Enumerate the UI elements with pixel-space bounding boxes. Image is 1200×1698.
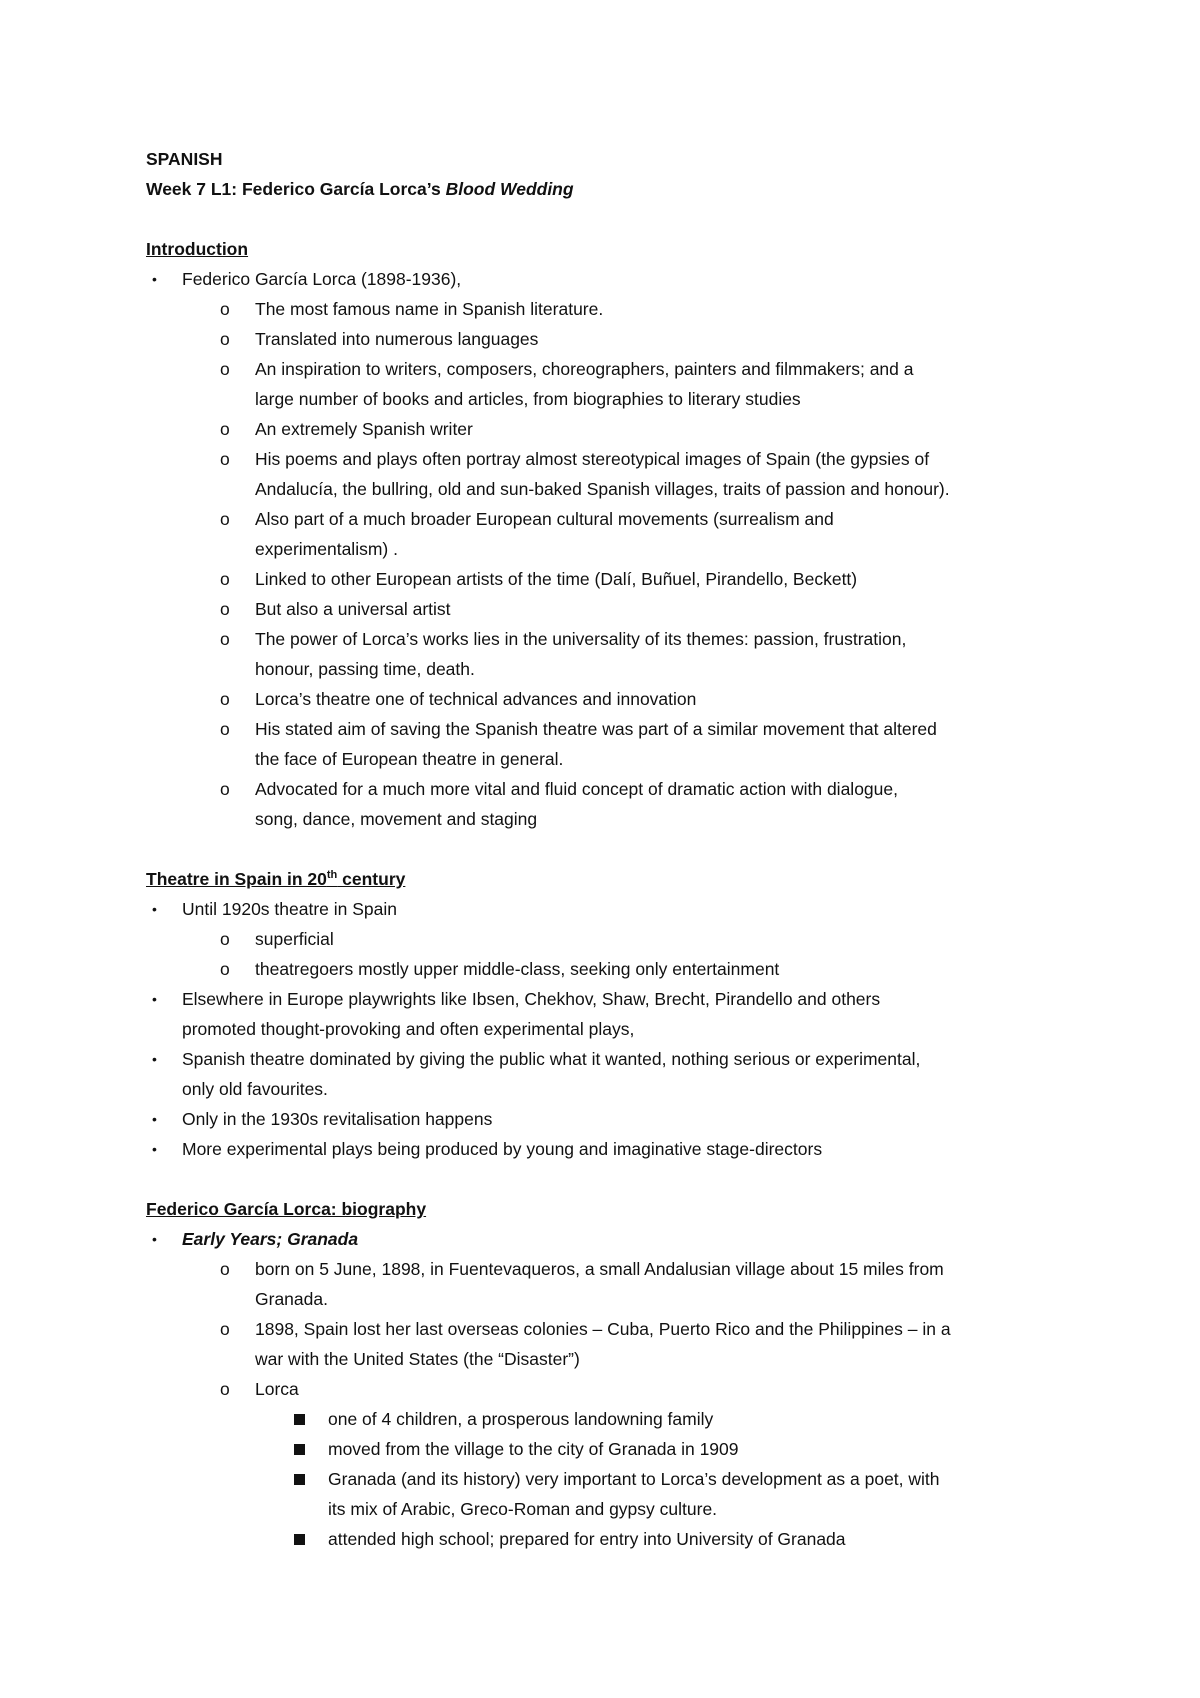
circle-bullet-icon: o [220, 719, 230, 739]
list-item-continuation [146, 1014, 1066, 1044]
list-item-text: But also a universal artist [255, 599, 451, 619]
list-item-text: theatregoers mostly upper middle-class, seeking only entertainment [255, 959, 780, 979]
document-content [146, 144, 1066, 1554]
list-item [146, 984, 1066, 1014]
square-bullet-icon [294, 1404, 305, 1434]
circle-bullet-icon: o [220, 1319, 230, 1339]
sub-list-item [146, 324, 1066, 354]
section-heading-biography: Federico García Lorca: biography [146, 1199, 427, 1219]
bullet-icon: • [152, 991, 157, 1007]
list-item-text: song, dance, movement and staging [255, 809, 538, 829]
circle-bullet-icon: o [220, 329, 230, 349]
sub-list-item [146, 774, 1066, 804]
spacer [146, 1164, 1066, 1194]
list-item-text: His poems and plays often portray almost stereotypical images of Spain (the gypsies of [255, 449, 930, 469]
list-item [146, 894, 1066, 924]
heading-text: century [337, 869, 406, 889]
square-bullet-icon [294, 1524, 305, 1554]
list-item [146, 1044, 1066, 1074]
list-item-text: Lorca’s theatre one of technical advances and innovation [255, 689, 697, 709]
sub-list-item-continuation [146, 534, 1066, 564]
sub-list-item-continuation [146, 1284, 1066, 1314]
sub-sub-list-item [146, 1524, 1066, 1554]
sub-list-item [146, 594, 1066, 624]
heading-text: Theatre in Spain in 20 [146, 869, 327, 889]
list-item-text: Linked to other European artists of the time (Dalí, Buñuel, Pirandello, Beckett) [255, 569, 858, 589]
circle-bullet-icon: o [220, 689, 230, 709]
sub-sub-list-item [146, 1434, 1066, 1464]
list-item [146, 1104, 1066, 1134]
sub-list-item [146, 354, 1066, 384]
square-bullet-icon [294, 1434, 305, 1464]
sub-list-item-continuation [146, 1344, 1066, 1374]
circle-bullet-icon: o [220, 929, 230, 949]
bullet-icon: • [152, 1051, 157, 1067]
list-item-text: Federico García Lorca (1898-1936), [182, 269, 462, 289]
sub-list-item [146, 954, 1066, 984]
list-item-text: Andalucía, the bullring, old and sun-baked Spanish villages, traits of passion and honour). [255, 479, 950, 499]
circle-bullet-icon: o [220, 299, 230, 319]
list-item-text: An extremely Spanish writer [255, 419, 473, 439]
list-item-text: Advocated for a much more vital and fluid concept of dramatic action with dialogue, [255, 779, 898, 799]
sub-list-item [146, 1374, 1066, 1404]
bullet-icon: • [152, 1141, 157, 1157]
list-item-text: honour, passing time, death. [255, 659, 475, 679]
bullet-icon: • [152, 1231, 157, 1247]
sub-list-item-continuation [146, 384, 1066, 414]
list-item-text: attended high school; prepared for entry into University of Granada [328, 1529, 846, 1549]
circle-bullet-icon: o [220, 419, 230, 439]
section-heading-introduction: Introduction [146, 239, 249, 259]
circle-bullet-icon: o [220, 629, 230, 649]
list-item-text: moved from the village to the city of Granada in 1909 [328, 1439, 739, 1459]
sub-list-item [146, 414, 1066, 444]
bullet-icon: • [152, 1111, 157, 1127]
circle-bullet-icon: o [220, 599, 230, 619]
sub-list-item [146, 1314, 1066, 1344]
sub-list-item [146, 564, 1066, 594]
circle-bullet-icon: o [220, 509, 230, 529]
list-item-text: its mix of Arabic, Greco-Roman and gypsy culture. [328, 1499, 718, 1519]
list-item-text: born on 5 June, 1898, in Fuentevaqueros, a small Andalusian village about 15 miles from [255, 1259, 944, 1279]
circle-bullet-icon: o [220, 569, 230, 589]
sub-list-item [146, 444, 1066, 474]
sub-sub-list-item [146, 1404, 1066, 1434]
sub-list-item-continuation [146, 744, 1066, 774]
sub-sub-list-item-continuation [146, 1494, 1066, 1524]
sub-list-item [146, 684, 1066, 714]
sub-list-item [146, 714, 1066, 744]
list-item-text: experimentalism) . [255, 539, 398, 559]
list-item-text: Also part of a much broader European cultural movements (surrealism and [255, 509, 834, 529]
spacer [146, 834, 1066, 864]
spacer [146, 204, 1066, 234]
list-item-text: superficial [255, 929, 334, 949]
list-item-text: Early Years; Granada [182, 1229, 359, 1249]
sub-list-item [146, 1254, 1066, 1284]
list-item-text: The power of Lorca’s works lies in the universality of its themes: passion, frustration, [255, 629, 907, 649]
section-heading-theatre [146, 864, 1066, 894]
circle-bullet-icon: o [220, 1259, 230, 1279]
list-item-text: war with the United States (the “Disaster”) [255, 1349, 580, 1369]
list-item-text: The most famous name in Spanish literature. [255, 299, 604, 319]
list-item-text: Translated into numerous languages [255, 329, 539, 349]
course-title: SPANISH [146, 149, 223, 169]
list-item-text: one of 4 children, a prosperous landowning family [328, 1409, 714, 1429]
list-item-text: Lorca [255, 1379, 299, 1399]
list-item-continuation [146, 1074, 1066, 1104]
list-item [146, 264, 1066, 294]
sub-list-item [146, 924, 1066, 954]
list-item-text: Elsewhere in Europe playwrights like Ibsen, Chekhov, Shaw, Brecht, Pirandello and others [182, 989, 881, 1009]
sub-list-item [146, 294, 1066, 324]
list-item-text: Until 1920s theatre in Spain [182, 899, 397, 919]
circle-bullet-icon: o [220, 449, 230, 469]
list-item-text: only old favourites. [182, 1079, 328, 1099]
list-item-text: large number of books and articles, from biographies to literary studies [255, 389, 801, 409]
list-item-text: Granada. [255, 1289, 328, 1309]
list-item [146, 1224, 1066, 1254]
circle-bullet-icon: o [220, 959, 230, 979]
square-bullet-icon [294, 1464, 305, 1494]
lecture-title [146, 174, 1066, 204]
sub-list-item-continuation [146, 654, 1066, 684]
list-item-text: 1898, Spain lost her last overseas colonies – Cuba, Puerto Rico and the Philippines – in a [255, 1319, 951, 1339]
list-item [146, 1134, 1066, 1164]
sub-list-item [146, 624, 1066, 654]
list-item-text: Only in the 1930s revitalisation happens [182, 1109, 493, 1129]
bullet-icon: • [152, 271, 157, 287]
circle-bullet-icon: o [220, 1379, 230, 1399]
heading-superscript: th [326, 869, 338, 882]
list-item-text: His stated aim of saving the Spanish theatre was part of a similar movement that altered [255, 719, 937, 739]
list-item-text: An inspiration to writers, composers, choreographers, painters and filmmakers; and a [255, 359, 914, 379]
list-item-text: the face of European theatre in general. [255, 749, 564, 769]
list-item-text: Spanish theatre dominated by giving the public what it wanted, nothing serious or experimental, [182, 1049, 921, 1069]
lecture-title-prefix: Week 7 L1: Federico García Lorca’s [146, 179, 446, 199]
sub-list-item [146, 504, 1066, 534]
circle-bullet-icon: o [220, 359, 230, 379]
list-item-text: promoted thought-provoking and often experimental plays, [182, 1019, 635, 1039]
lecture-title-work: Blood Wedding [445, 179, 574, 199]
bullet-icon: • [152, 901, 157, 917]
sub-sub-list-item [146, 1464, 1066, 1494]
list-item-text: More experimental plays being produced by young and imaginative stage-directors [182, 1139, 823, 1159]
list-item-text: Granada (and its history) very important to Lorca’s development as a poet, with [328, 1469, 940, 1489]
sub-list-item-continuation [146, 804, 1066, 834]
sub-list-item-continuation [146, 474, 1066, 504]
circle-bullet-icon: o [220, 779, 230, 799]
